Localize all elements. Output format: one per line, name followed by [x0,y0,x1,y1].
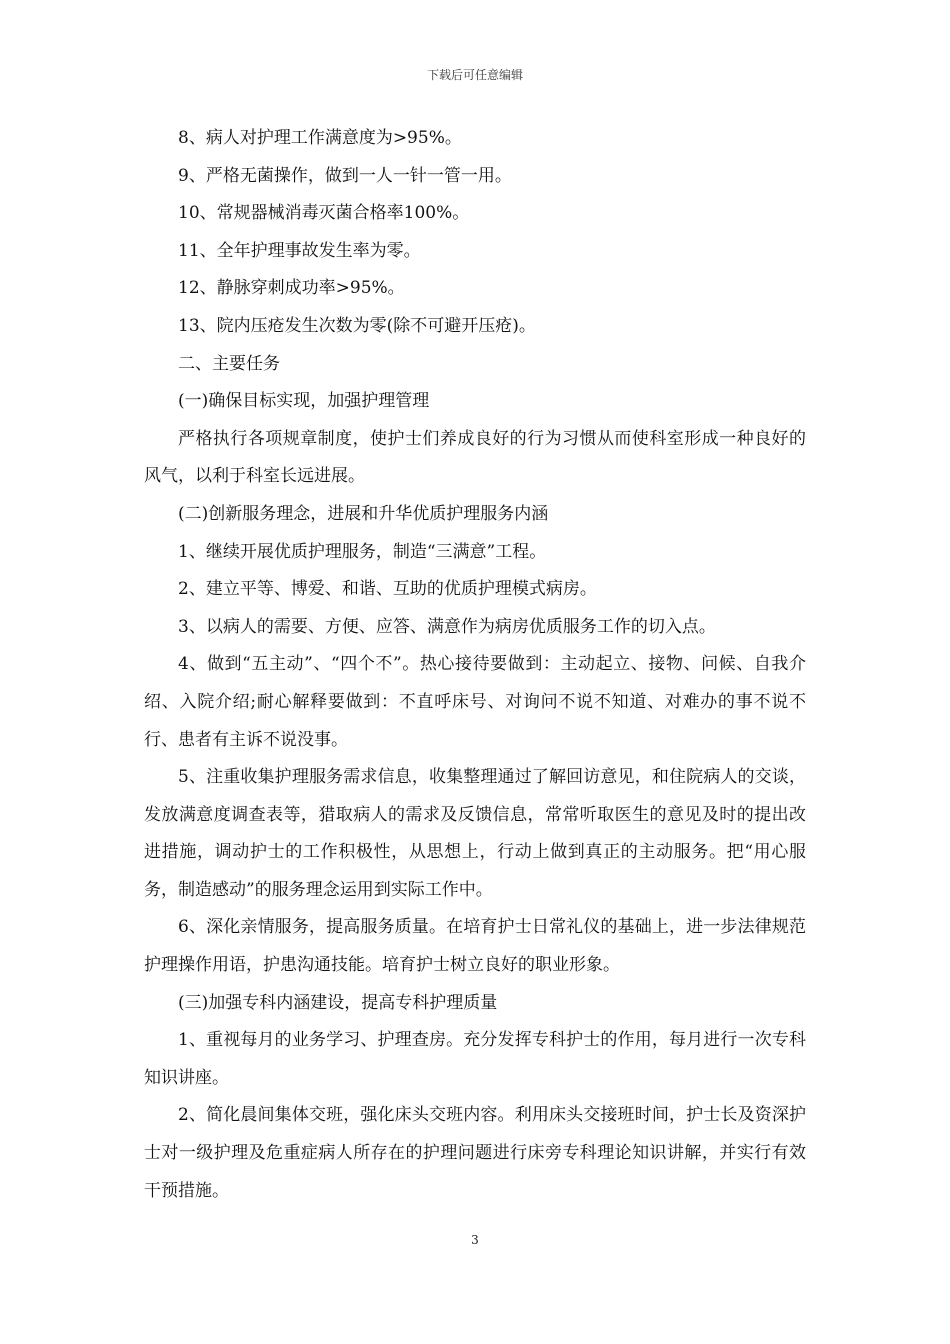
paragraph: 6、深化亲情服务，提高服务质量。在培育护士日常礼仪的基础上，进一步法律规范护理操作用语，护患沟通技能。培育护士树立良好的职业形象。 [144,917,806,976]
page-number: 3 [471,1233,479,1247]
paragraph: 2、简化晨间集体交班，强化床头交班内容。利用床头交接班时间，护士长及资深护士对一级护理及危重症病人所存在的护理问题进行床旁专科理论知识讲解，并实行有效干预措施。 [144,1105,806,1201]
paragraph: 2、建立平等、博爱、和谐、互助的优质护理模式病房。 [178,579,597,600]
subsection-heading: (三)加强专科内涵建设，提高专科护理质量 [178,992,498,1013]
paragraph: 严格执行各项规章制度，使护士们养成良好的行为习惯从而使科室形成一种良好的风气，以利于科室长远进展。 [144,428,806,487]
paragraph: 8、病人对护理工作满意度为>95%。 [178,128,462,148]
paragraph: 12、静脉穿刺成功率>95%。 [178,278,405,299]
paragraph: 1、继续开展优质护理服务，制造“三满意”工程。 [178,541,547,562]
paragraph: 4、做到“五主动”、“四个不”。热心接待要做到：主动起立、接物、问候、自我介绍、入院介绍;耐心解释要做到：不直呼床号、对询问不说不知道、对难办的事不说不行、患者有主诉不说没事。 [144,654,806,750]
paragraph: 5、注重收集护理服务需求信息，收集整理通过了解回访意见，和住院病人的交谈，发放满意度调查表等，猎取病人的需求及反馈信息，常常听取医生的意见及时的提出改进措施，调动护士的工作积极性，从思想上，行动上做到真正的主动服务。把“用心服务，制造感动”的服务理念运用到实际工作中。 [144,767,806,900]
subsection-heading: (二)创新服务理念，进展和升华优质护理服务内涵 [178,503,549,524]
paragraph: 10、常规器械消毒灭菌合格率100%。 [178,203,470,224]
paragraph: 1、重视每月的业务学习、护理查房。充分发挥专科护士的作用，每月进行一次专科知识讲座。 [144,1030,806,1088]
page-header: 下载后可任意编辑 [426,68,523,82]
subsection-heading: (一)确保目标实现，加强护理管理 [178,391,430,412]
paragraph: 13、院内压疮发生次数为零(除不可避开压疮)。 [178,315,536,336]
paragraph: 3、以病人的需要、方便、应答、满意作为病房优质服务工作的切入点。 [178,616,716,637]
document-body [144,120,806,1210]
paragraph: 9、严格无菌操作，做到一人一针一管一用。 [178,165,512,186]
section-heading: 二、主要任务 [178,353,280,374]
paragraph: 11、全年护理事故发生率为零。 [178,240,421,261]
